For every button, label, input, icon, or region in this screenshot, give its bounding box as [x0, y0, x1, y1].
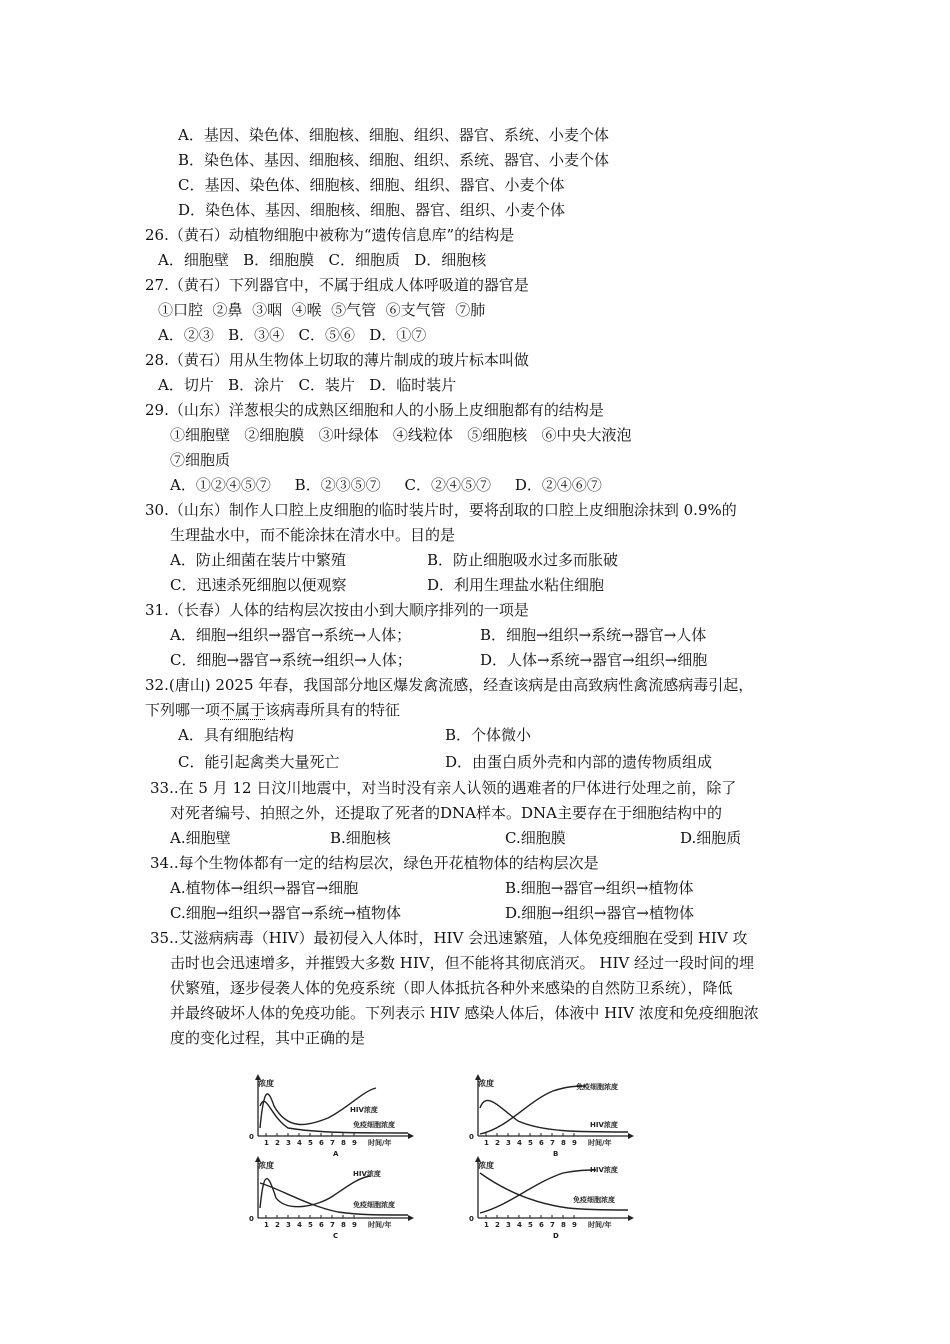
- hiv-label: HIV浓度: [353, 1170, 381, 1178]
- q30-option-a: A．防止细菌在装片中繁殖: [170, 551, 346, 569]
- q30-option-c: C．迅速杀死细胞以便观察: [170, 576, 347, 594]
- x-tick-label: 8: [341, 1221, 346, 1229]
- x-tick-label: 4: [297, 1139, 302, 1147]
- q33-option-c: C.细胞膜: [505, 829, 566, 847]
- q31-option-d: D．人体→系统→器官→组织→细胞: [480, 651, 708, 669]
- origin-label: 0: [249, 1215, 254, 1223]
- graph-panel-b: [469, 1074, 634, 1158]
- x-arrow: [628, 1133, 634, 1139]
- x-tick-label: 4: [297, 1221, 302, 1229]
- q30-stem-line1: 30.（山东）制作人口腔上皮细胞的临时装片时，要将刮取的口腔上皮细胞涂抹到 0.9%的: [145, 501, 737, 519]
- x-tick-label: 4: [517, 1221, 522, 1229]
- q35-stem-line1: 35..艾滋病病毒（HIV）最初侵入人体时，HIV 会迅速繁殖，人体免疫细胞在受到 HIV 攻: [150, 929, 748, 947]
- immune-label: 免疫细胞浓度: [353, 1201, 395, 1209]
- q33-option-b: B.细胞核: [330, 829, 391, 847]
- x-tick-label: 7: [330, 1139, 335, 1147]
- graph-letter: C: [333, 1232, 339, 1240]
- q26-stem: 26.（黄石）动植物细胞中被称为“遗传信息库”的结构是: [145, 226, 515, 244]
- q35-stem-line2: 击时也会迅速增多，并摧毁大多数 HIV，但不能将其彻底消灭。 HIV 经过一段时间的埋: [170, 954, 754, 972]
- q27-items: ①口腔 ②鼻 ③咽 ④喉 ⑤气管 ⑥支气管 ⑦肺: [158, 301, 486, 319]
- q32-stem-emphasis: 不属于: [220, 701, 266, 719]
- x-tick-label: 2: [495, 1139, 500, 1147]
- x-tick-label: 3: [286, 1139, 291, 1147]
- x-axis-label: 时间/年: [588, 1139, 612, 1147]
- q33-stem-line2: 对死者编号、拍照之外，还提取了死者的DNA样本。DNA主要存在于细胞结构中的: [170, 804, 722, 822]
- q32-option-b: B．个体微小: [445, 726, 532, 744]
- q32-stem-post: 该病毒所具有的特征: [265, 701, 401, 719]
- y-axis-label: 浓度: [478, 1079, 494, 1088]
- x-tick-label: 9: [572, 1221, 577, 1229]
- q26-options: A．细胞壁 B．细胞膜 C．细胞质 D．细胞核: [158, 251, 487, 269]
- q32-option-a: A．具有细胞结构: [178, 726, 294, 744]
- x-tick-label: 8: [561, 1139, 566, 1147]
- q32-option-c: C．能引起禽类大量死亡: [178, 753, 340, 771]
- immune-curve: [260, 1183, 408, 1215]
- immune-label: 免疫细胞浓度: [573, 1196, 615, 1204]
- x-arrow: [408, 1133, 414, 1139]
- x-tick-label: 4: [517, 1139, 522, 1147]
- hiv-graphs-figure: [238, 1068, 658, 1248]
- immune-label: 免疫细胞浓度: [353, 1121, 395, 1129]
- x-arrow: [628, 1215, 634, 1221]
- q31-option-b: B．细胞→组织→系统→器官→人体: [480, 626, 707, 644]
- q32-stem-line1: 32.(唐山) 2025 年春，我国部分地区爆发禽流感，经查该病是由高致病性禽流感病毒引起，: [145, 676, 754, 694]
- q32-stem-line2: [145, 700, 400, 720]
- graph-letter: A: [333, 1150, 339, 1158]
- q25-option-b: B．染色体、基因、细胞核、细胞、组织、系统、器官、小麦个体: [178, 151, 610, 169]
- origin-label: 0: [469, 1215, 474, 1223]
- q31-option-a: A．细胞→组织→器官→系统→人体；: [170, 626, 412, 644]
- q28-options: A．切片 B．涂片 C．装片 D．临时装片: [158, 376, 457, 394]
- q25-option-a: A．基因、染色体、细胞核、细胞、组织、器官、系统、小麦个体: [178, 126, 609, 144]
- x-tick-label: 8: [341, 1139, 346, 1147]
- q34-option-a: A.植物体→组织→器官→细胞: [170, 879, 359, 897]
- q34-stem: 34..每个生物体都有一定的结构层次，绿色开花植物体的结构层次是: [150, 854, 599, 872]
- graph-letter: B: [553, 1150, 559, 1158]
- x-tick-label: 1: [264, 1221, 269, 1229]
- x-tick-label: 9: [572, 1139, 577, 1147]
- x-tick-label: 1: [484, 1221, 489, 1229]
- x-tick-label: 5: [308, 1221, 313, 1229]
- q32-option-d: D．由蛋白质外壳和内部的遗传物质组成: [445, 753, 713, 771]
- immune-label: 免疫细胞浓度: [576, 1083, 618, 1091]
- x-tick-label: 3: [506, 1221, 511, 1229]
- origin-label: 0: [469, 1133, 474, 1141]
- y-axis-label: 浓度: [258, 1161, 274, 1170]
- q31-option-c: C．细胞→器官→系统→组织→人体；: [170, 651, 412, 669]
- x-tick-label: 7: [330, 1221, 335, 1229]
- x-tick-label: 1: [264, 1139, 269, 1147]
- hiv-label: HIV浓度: [350, 1106, 378, 1114]
- x-tick-label: 5: [528, 1221, 533, 1229]
- x-tick-label: 6: [539, 1221, 544, 1229]
- x-tick-label: 6: [539, 1139, 544, 1147]
- x-tick-label: 2: [275, 1139, 280, 1147]
- x-tick-label: 8: [561, 1221, 566, 1229]
- q30-option-d: D．利用生理盐水粘住细胞: [427, 576, 605, 594]
- q35-stem-line5: 度的变化过程，其中正确的是: [170, 1029, 366, 1047]
- origin-label: 0: [249, 1133, 254, 1141]
- q25-option-d: D．染色体、基因、细胞核、细胞、器官、组织、小麦个体: [178, 201, 566, 219]
- x-tick-label: 2: [495, 1221, 500, 1229]
- q30-option-b: B．防止细胞吸水过多而胀破: [427, 551, 619, 569]
- immune-curve: [480, 1086, 586, 1134]
- q31-stem: 31.（长春）人体的结构层次按由小到大顺序排列的一项是: [145, 601, 529, 619]
- x-axis-label: 时间/年: [588, 1221, 612, 1229]
- hiv-label: HIV浓度: [590, 1121, 618, 1129]
- x-tick-label: 9: [352, 1139, 357, 1147]
- x-tick-label: 3: [506, 1139, 511, 1147]
- q30-stem-line2: 生理盐水中，而不能涂抹在清水中。目的是: [170, 526, 456, 544]
- q35-stem-line4: 并最终破坏人体的免疫功能。下列表示 HIV 感染人体后，体液中 HIV 浓度和免疫细胞浓: [170, 1004, 759, 1022]
- q27-options: A．②③ B．③④ C．⑤⑥ D．①⑦: [158, 326, 427, 344]
- graph-panel-d: [469, 1156, 634, 1240]
- q27-stem: 27.（黄石）下列器官中，不属于组成人体呼吸道的器官是: [145, 276, 529, 294]
- x-tick-label: 7: [550, 1139, 555, 1147]
- q35-stem-line3: 伏繁殖，逐步侵袭人体的免疫系统（即人体抵抗各种外来感染的自然防卫系统），降低: [170, 979, 733, 997]
- q34-option-c: C.细胞→组织→器官→系统→植物体: [170, 904, 401, 922]
- graph-panel-c: [249, 1156, 414, 1240]
- x-arrow: [408, 1215, 414, 1221]
- y-axis-label: 浓度: [258, 1079, 274, 1088]
- hiv-label: HIV浓度: [590, 1166, 618, 1174]
- x-tick-label: 1: [484, 1139, 489, 1147]
- x-tick-label: 5: [308, 1139, 313, 1147]
- q29-items-line1: ①细胞壁 ②细胞膜 ③叶绿体 ④线粒体 ⑤细胞核 ⑥中央大液泡: [170, 426, 632, 444]
- x-tick-label: 7: [550, 1221, 555, 1229]
- q29-stem: 29.（山东）洋葱根尖的成熟区细胞和人的小肠上皮细胞都有的结构是: [145, 401, 604, 419]
- q25-option-c: C．基因、染色体、细胞核、细胞、组织、器官、小麦个体: [178, 176, 565, 194]
- graph-letter: D: [553, 1232, 559, 1240]
- x-axis-label: 时间/年: [368, 1139, 392, 1147]
- q32-stem-pre: 下列哪一项: [145, 701, 221, 719]
- x-tick-label: 2: [275, 1221, 280, 1229]
- q33-stem-line1: 33..在 5 月 12 日汶川地震中，对当时没有亲人认领的遇难者的尸体进行处理之前，除了: [150, 779, 737, 797]
- q29-options: A．①②④⑤⑦ B．②③⑤⑦ C．②④⑤⑦ D．②④⑥⑦: [170, 476, 602, 494]
- hiv-curve: [480, 1170, 596, 1213]
- x-tick-label: 6: [319, 1139, 324, 1147]
- q34-option-d: D.细胞→组织→器官→植物体: [505, 904, 694, 922]
- x-tick-label: 6: [319, 1221, 324, 1229]
- x-tick-label: 9: [352, 1221, 357, 1229]
- x-tick-label: 3: [286, 1221, 291, 1229]
- q28-stem: 28.（黄石）用从生物体上切取的薄片制成的玻片标本叫做: [145, 351, 529, 369]
- q33-option-a: A.细胞壁: [170, 829, 231, 847]
- graph-panel-a: [249, 1074, 414, 1158]
- q33-option-d: D.细胞质: [680, 829, 742, 847]
- q29-items-line2: ⑦细胞质: [170, 451, 231, 469]
- x-axis-label: 时间/年: [368, 1221, 392, 1229]
- x-tick-label: 5: [528, 1139, 533, 1147]
- q34-option-b: B.细胞→器官→组织→植物体: [505, 879, 694, 897]
- y-axis-label: 浓度: [478, 1161, 494, 1170]
